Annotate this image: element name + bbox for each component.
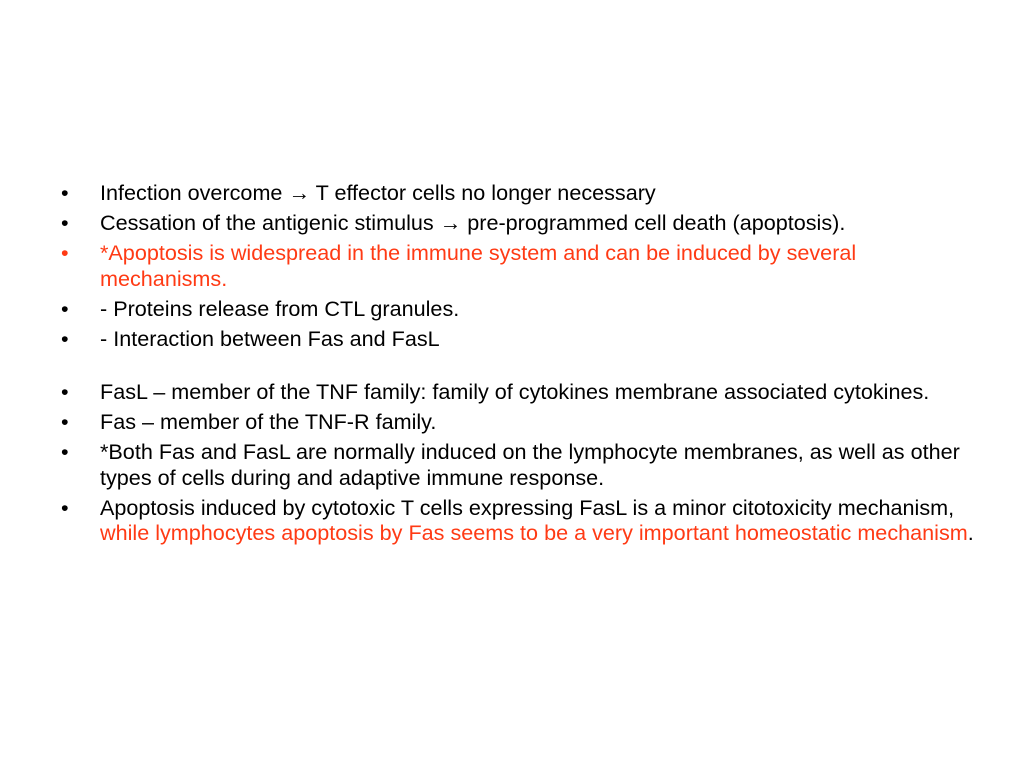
bullet-text: FasL – member of the TNF family: family of cytokines membrane associated cytokines. [100, 379, 930, 404]
bullet-text: Fas – member of the TNF-R family. [100, 409, 437, 434]
bullet-point-icon: • [61, 325, 69, 351]
bullet-point-icon: • [61, 494, 69, 520]
bullet-text-part-black: Apoptosis induced by cytotoxic T cells expressing FasL is a minor citotoxicity mechanism, [100, 494, 955, 520]
bullet-text: Cessation of the antigenic stimulus → pre-programmed cell death (apoptosis). [100, 210, 846, 235]
bullet-item-apoptosis-induced [56, 495, 976, 546]
bullet-item-fas-fasl-interaction [56, 326, 976, 352]
bullet-point-icon: • [61, 180, 69, 205]
bullet-item-proteins-release [56, 296, 976, 322]
bullet-point-icon: • [61, 409, 69, 434]
bullet-item-both-induced [56, 439, 976, 490]
bullet-list [56, 180, 976, 550]
bullet-point-icon: • [61, 295, 69, 321]
bullet-text: - Proteins release from CTL granules. [100, 295, 460, 321]
bullet-point-icon: • [61, 439, 69, 464]
bullet-point-icon: • [61, 210, 69, 235]
bullet-text-part-red: while lymphocytes apoptosis by Fas seems to be a very important homeostatic mechanism [100, 520, 968, 545]
bullet-item-apoptosis-widespread [56, 240, 976, 291]
bullet-text-part-period: . [967, 520, 974, 545]
bullet-item-fas-member [56, 409, 976, 435]
bullet-text: - Interaction between Fas and FasL [100, 325, 440, 351]
bullet-text: Infection overcome → T effector cells no longer necessary [100, 180, 656, 205]
bullet-item-fasl-member [56, 379, 976, 405]
bullet-point-icon: • [61, 240, 69, 265]
bullet-item-cessation [56, 210, 976, 236]
bullet-point-icon: • [61, 379, 69, 404]
bullet-text: *Both Fas and FasL are normally induced on the lymphocyte membranes, as well as other types of cells during and adaptive immune response. [100, 439, 960, 490]
bullet-text: *Apoptosis is widespread in the immune system and can be induced by several mechanisms. [100, 240, 857, 291]
bullet-item-infection-overcome [56, 180, 976, 206]
